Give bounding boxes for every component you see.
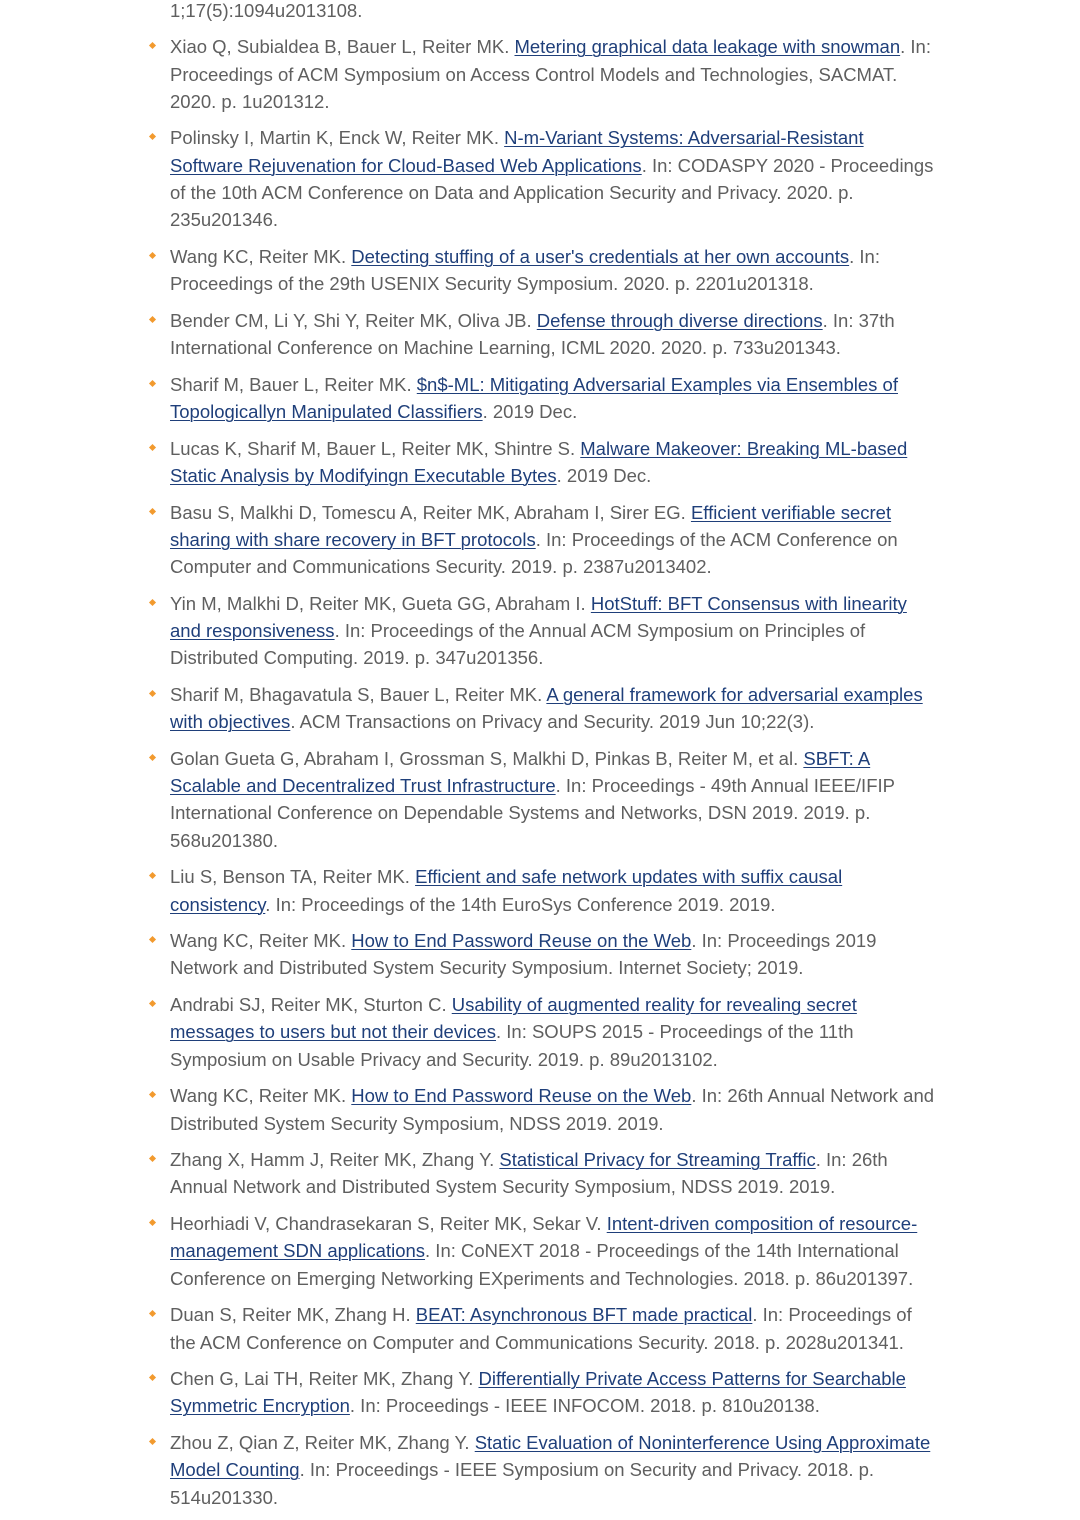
publication-authors: Golan Gueta G, Abraham I, Grossman S, Malkhi D, Pinkas B, Reiter M, et al. — [170, 747, 804, 769]
publication-item — [148, 1429, 938, 1511]
bullet-diamond-icon — [149, 316, 156, 323]
publication-details: . In: Proceedings of the 14th EuroSys Conference 2019. 2019. — [265, 893, 776, 915]
bullet-diamond-icon — [149, 872, 156, 879]
bullet-diamond-icon — [149, 1219, 156, 1226]
publication-title-link[interactable]: Efficient and safe network updates with suffix causal consistency — [170, 866, 843, 915]
publication-authors: Wang KC, Reiter MK. — [170, 1085, 352, 1107]
publication-authors: Zhou Z, Qian Z, Reiter MK, Zhang Y. — [170, 1432, 475, 1453]
bullet-diamond-icon — [149, 252, 156, 259]
publication-title-link[interactable]: $n$-ML: Mitigating Adversarial Examples via Ensembles of Topologicallyn Manipulated Classifiers — [170, 373, 898, 423]
publication-authors: Lucas K, Sharif M, Bauer L, Reiter MK, Shintre S. — [170, 437, 581, 459]
publication-details: . In: Proceedings - IEEE INFOCOM. 2018. p. 810u20138. — [349, 1395, 820, 1417]
publication-authors: Wang KC, Reiter MK. — [170, 245, 352, 267]
bullet-diamond-icon — [149, 690, 156, 697]
publication-item — [148, 307, 938, 362]
bullet-diamond-icon — [149, 444, 156, 451]
publication-authors: Xiao Q, Subialdea B, Bauer L, Reiter MK. — [170, 36, 515, 58]
bullet-diamond-icon — [149, 507, 156, 514]
publication-authors: Basu S, Malkhi D, Tomescu A, Reiter MK, Abraham I, Sirer EG. — [170, 501, 691, 523]
publication-item — [148, 1210, 938, 1292]
publication-title-link[interactable]: SBFT: A Scalable and Decentralized Trust Infrastructure — [170, 747, 871, 797]
publication-item — [148, 499, 938, 581]
bullet-diamond-icon — [149, 1310, 156, 1317]
publication-title-link[interactable]: How to End Password Reuse on the Web — [351, 1085, 692, 1107]
publication-title-link[interactable]: How to End Password Reuse on the Web — [351, 930, 692, 952]
publication-title-link[interactable]: N-m-Variant Systems: Adversarial-Resistant Software Rejuvenation for Cloud-Based Web Applications — [170, 127, 864, 176]
publication-title-link[interactable]: Usability of augmented reality for revealing secret messages to users but not their devices — [170, 994, 857, 1043]
publication-authors: Andrabi SJ, Reiter MK, Sturton C. — [170, 994, 452, 1016]
publication-details: . 2019 Dec. — [482, 401, 578, 423]
publication-details: . In: Proceedings of the ACM Conference on Computer and Communications Security. 2019. p. 2387u2013402. — [170, 528, 898, 578]
publication-title-link[interactable]: Detecting stuffing of a user's credentials at her own accounts — [351, 245, 850, 267]
publication-authors: Duan S, Reiter MK, Zhang H. — [170, 1304, 416, 1326]
publication-details: . In: 26th Annual Network and Distributed System Security Symposium, NDSS 2019. 2019. — [170, 1085, 935, 1134]
publication-authors: Zhang X, Hamm J, Reiter MK, Zhang Y. — [170, 1149, 500, 1171]
publication-details: . In: Proceedings of the Annual ACM Symposium on Principles of Distributed Computing. 2019. p. 347u201356. — [170, 620, 866, 669]
publication-details: . ACM Transactions on Privacy and Security. 2019 Jun 10;22(3). — [290, 711, 815, 733]
publication-item — [148, 1146, 938, 1201]
publication-title-link[interactable]: Differentially Private Access Patterns for Searchable Symmetric Encryption — [170, 1368, 906, 1417]
publication-title-link[interactable]: Statistical Privacy for Streaming Traffic — [499, 1149, 816, 1171]
publication-authors: Wang KC, Reiter MK. — [170, 930, 352, 952]
bullet-diamond-icon — [149, 936, 156, 943]
publication-item — [148, 124, 938, 233]
publication-list — [148, 0, 938, 1520]
publication-authors: Heorhiadi V, Chandrasekaran S, Reiter MK, Sekar V. — [170, 1213, 607, 1235]
publication-details: . In: CODASPY 2020 - Proceedings of the 10th ACM Conference on Data and Application Security and Privacy. 2020. p. 235u201346. — [170, 154, 934, 231]
publication-authors: Bender CM, Li Y, Shi Y, Reiter MK, Oliva JB. — [170, 309, 537, 331]
publication-item — [148, 371, 938, 426]
publication-details: . In: Proceedings of the ACM Conference on Computer and Communications Security. 2018. p. 2028u201341. — [170, 1304, 912, 1353]
publication-title-link[interactable]: BEAT: Asynchronous BFT made practical — [415, 1304, 753, 1326]
publication-item — [148, 33, 938, 115]
publication-title-link[interactable]: Metering graphical data leakage with snowman — [514, 36, 901, 58]
bullet-diamond-icon — [149, 754, 156, 761]
publication-details: . In: SOUPS 2015 - Proceedings of the 11th Symposium on Usable Privacy and Security. 2019. p. 89u2013102. — [170, 1021, 854, 1070]
publication-authors: Chen G, Lai TH, Reiter MK, Zhang Y. — [170, 1368, 479, 1390]
publication-details: . In: 26th Annual Network and Distributed System Security Symposium, NDSS 2019. 2019. — [170, 1149, 888, 1198]
publication-item — [148, 991, 938, 1073]
publication-details: . In: Proceedings - 49th Annual IEEE/IFIP International Conference on Dependable Systems and Networks, DSN 2019. 2019. p. 568u201380. — [170, 775, 895, 851]
bullet-diamond-icon — [149, 599, 156, 606]
publication-item — [148, 590, 938, 672]
publication-authors: Sharif M, Bauer L, Reiter MK. — [170, 373, 417, 395]
publication-title-link[interactable]: Defense through diverse directions — [536, 309, 823, 331]
publication-details: . In: Proceedings of the 29th USENIX Security Symposium. 2020. p. 2201u201318. — [170, 245, 880, 295]
bullet-diamond-icon — [149, 1374, 156, 1381]
publication-authors: Yin M, Malkhi D, Reiter MK, Gueta GG, Abraham I. — [170, 592, 591, 614]
publication-authors: Sharif M, Bhagavatula S, Bauer L, Reiter MK. — [170, 683, 547, 705]
publication-title-link[interactable]: Intent-driven composition of resource-management SDN applications — [170, 1213, 918, 1262]
publication-item — [148, 1301, 938, 1356]
bullet-diamond-icon — [149, 1155, 156, 1162]
publication-item — [148, 243, 938, 298]
publication-authors: Polinsky I, Martin K, Enck W, Reiter MK. — [170, 127, 505, 149]
publication-item — [148, 927, 938, 982]
publication-details: . In: Proceedings of ACM Symposium on Access Control Models and Technologies, SACMAT. 2020. p. 1u201312. — [170, 36, 931, 112]
bullet-diamond-icon — [149, 1438, 156, 1445]
publication-details: . 2019 Dec. — [556, 464, 652, 486]
publication-item — [148, 435, 938, 490]
publication-item — [148, 863, 938, 918]
bullet-diamond-icon — [149, 42, 156, 49]
bullet-diamond-icon — [149, 1091, 156, 1098]
publication-title-link[interactable]: A general framework for adversarial examples with objectives — [170, 683, 923, 733]
bullet-diamond-icon — [149, 1000, 156, 1007]
bullet-diamond-icon — [149, 380, 156, 387]
publication-details: . In: Proceedings - IEEE Symposium on Security and Privacy. 2018. p. 514u201330. — [170, 1459, 875, 1508]
previous-entry-fragment: 1;17(5):1094u2013108. — [170, 0, 363, 21]
publication-details: . In: 37th International Conference on Machine Learning, ICML 2020. 2020. p. 733u201343. — [170, 309, 895, 359]
bullet-diamond-icon — [149, 133, 156, 140]
publication-title-link[interactable]: Static Evaluation of Noninterference Using Approximate Model Counting — [170, 1432, 931, 1481]
publication-title-link[interactable]: HotStuff: BFT Consensus with linearity and responsiveness — [170, 592, 907, 642]
publication-title-link[interactable]: Efficient verifiable secret sharing with share recovery in BFT protocols — [170, 501, 892, 550]
publication-item — [148, 681, 938, 736]
publication-title-link[interactable]: Malware Makeover: Breaking ML-based Static Analysis by Modifyingn Executable Bytes — [170, 437, 908, 486]
publication-item — [148, 1082, 938, 1137]
publication-item — [148, 1365, 938, 1420]
publication-authors: Liu S, Benson TA, Reiter MK. — [170, 866, 416, 888]
publication-details: . In: CoNEXT 2018 - Proceedings of the 14th International Conference on Emerging Networking EXperiments and Technologies. 2018. p. 86u201397. — [170, 1240, 914, 1289]
publication-item — [148, 745, 938, 854]
publication-details: . In: Proceedings 2019 Network and Distributed System Security Symposium. Internet Society; 2019. — [170, 930, 877, 979]
